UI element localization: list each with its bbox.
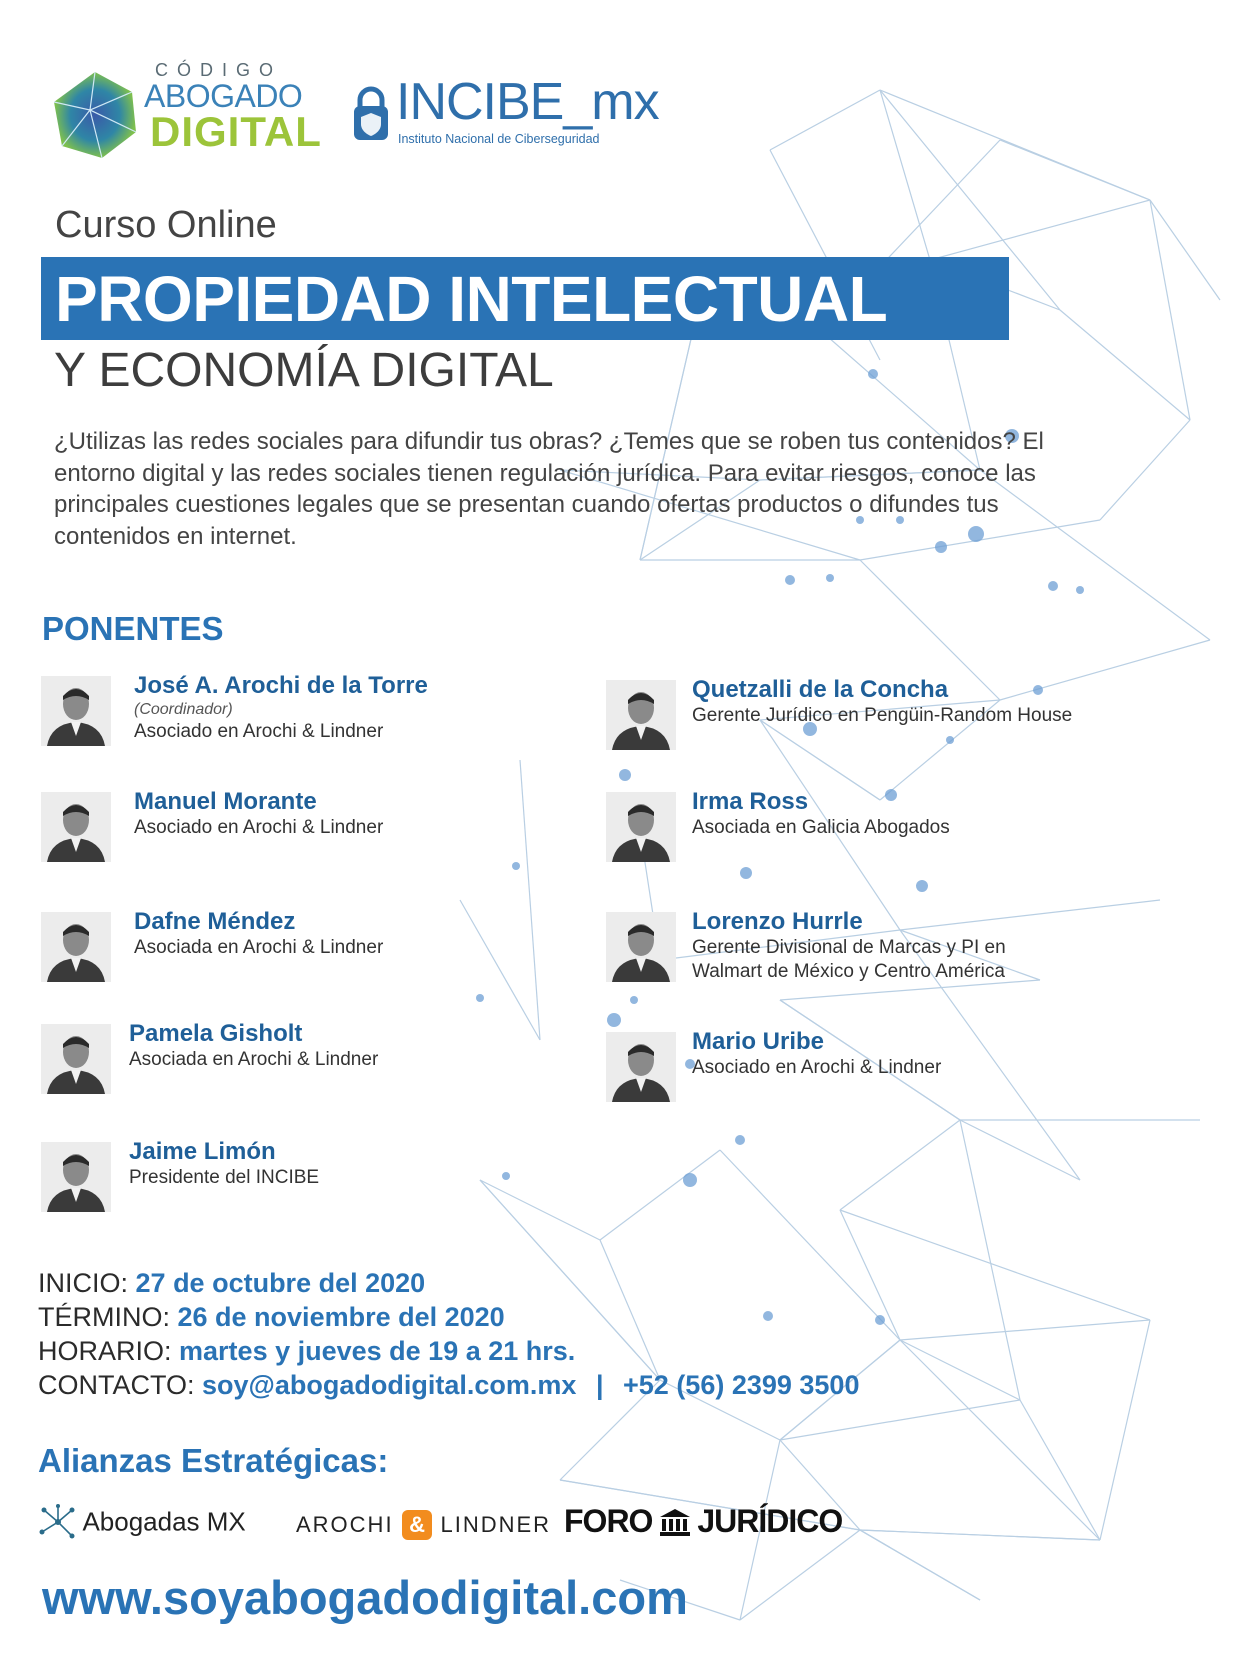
network-line: [460, 900, 540, 1040]
network-line: [900, 1340, 1100, 1540]
speaker-note: (Coordinador): [134, 701, 233, 718]
page-title: PROPIEDAD INTELECTUAL: [55, 263, 888, 335]
logo-abogado: ABOGADO: [144, 78, 303, 114]
network-dot: [785, 575, 795, 585]
speaker-name: Irma Ross: [692, 788, 809, 815]
portrait-photo: [606, 912, 676, 982]
network-dot: [875, 1315, 885, 1325]
portrait-photo: [606, 792, 676, 862]
columns-building-icon: [659, 1507, 691, 1537]
speaker-role: Asociada en Arochi & Lindner: [134, 937, 384, 958]
speaker-role: Gerente Jurídico en Pengüin-Random House: [692, 705, 1073, 726]
speaker-role: Presidente del INCIBE: [129, 1167, 320, 1188]
speaker-photo: [606, 680, 676, 750]
partner1-name: Abogadas MX: [82, 1506, 246, 1537]
network-line: [860, 1530, 1100, 1540]
network-line: [480, 1180, 600, 1240]
contact-label: CONTACTO:: [38, 1370, 195, 1400]
speaker-name: Mario Uribe: [692, 1028, 825, 1055]
alliances-heading: Alianzas Estratégicas:: [38, 1442, 389, 1479]
network-line: [720, 1150, 900, 1340]
speaker-photo: [606, 792, 676, 862]
network-line: [880, 90, 930, 260]
network-dot: [476, 994, 484, 1002]
portrait-photo: [41, 676, 111, 746]
speaker-name: Dafne Méndez: [134, 908, 296, 935]
speaker-text: [134, 908, 383, 960]
partner2-arochi: AROCHI: [296, 1512, 394, 1537]
network-dot: [946, 736, 954, 744]
speakers-heading: PONENTES: [42, 610, 224, 647]
start-date-line: [38, 1266, 425, 1300]
portrait-photo: [41, 1142, 111, 1212]
network-line: [520, 760, 540, 1040]
partner2-lindner: LINDNER: [440, 1512, 552, 1537]
contact-separator: |: [595, 1370, 604, 1400]
network-dot: [826, 574, 834, 582]
network-line: [840, 1210, 900, 1340]
partner3-juridico: JURÍDICO: [697, 1503, 843, 1539]
network-dot: [763, 1311, 773, 1321]
speaker-photo: [41, 1024, 111, 1094]
speaker-photo: [606, 1032, 676, 1102]
portrait-photo: [41, 1024, 111, 1094]
network-dot: [502, 1172, 510, 1180]
speaker-photo: [606, 912, 676, 982]
speaker-role: Asociada en Arochi & Lindner: [129, 1049, 379, 1070]
network-dot: [735, 1135, 745, 1145]
network-line: [840, 1210, 1150, 1320]
speaker-text: [692, 908, 1006, 984]
network-line: [600, 1150, 720, 1240]
speaker-text: [692, 676, 1072, 728]
speaker-text: [692, 788, 950, 840]
incibe-wordmark: INCIBE_mx: [396, 73, 659, 131]
schedule: martes y jueves de 19 a 21 hrs.: [179, 1336, 576, 1366]
speaker-name: Manuel Morante: [134, 788, 317, 815]
network-dot: [916, 880, 928, 892]
website-link[interactable]: www.soyabogadodigital.com: [42, 1571, 688, 1624]
codigo-abogado-digital-logo: [50, 62, 320, 162]
speaker-text: [129, 1138, 319, 1190]
network-line: [780, 1400, 1020, 1440]
start-date: 27 de octubre del 2020: [135, 1268, 426, 1298]
speaker-name: Quetzalli de la Concha: [692, 676, 949, 703]
speaker-text: [134, 788, 383, 840]
polyhedron-icon: [50, 70, 140, 160]
network-dot: [619, 769, 631, 781]
network-line: [840, 1120, 960, 1210]
network-line: [1100, 1320, 1150, 1540]
network-line: [740, 1530, 860, 1620]
partner-foro-juridico: [564, 1503, 842, 1543]
network-line: [1150, 200, 1190, 420]
schedule-line: [38, 1334, 575, 1368]
logo-codigo: CÓDIGO: [155, 60, 283, 80]
network-dot: [607, 1013, 621, 1027]
network-line: [960, 1120, 1080, 1180]
network-dot: [740, 867, 752, 879]
portrait-photo: [606, 1032, 676, 1102]
end-label: TÉRMINO:: [38, 1302, 170, 1332]
speaker-role-line2: Walmart de México y Centro América: [692, 961, 1005, 982]
network-line: [1000, 140, 1150, 200]
logo-digital: DIGITAL: [150, 108, 322, 155]
ampersand-mark: &: [402, 1510, 432, 1540]
network-line: [770, 90, 880, 150]
contact-email[interactable]: soy@abogadodigital.com.mx: [202, 1370, 577, 1400]
speaker-photo: [41, 912, 111, 982]
end-date: 26 de noviembre del 2020: [177, 1302, 505, 1332]
title-band: [41, 257, 1009, 340]
portrait-photo: [41, 912, 111, 982]
incibe-logo: [352, 73, 659, 160]
network-line: [900, 1340, 1020, 1400]
lock-shield-icon: [352, 86, 390, 142]
speaker-role: Gerente Divisional de Marcas y PI en: [692, 937, 1006, 958]
portrait-photo: [41, 792, 111, 862]
network-line: [600, 1240, 660, 1380]
speaker-text: [134, 672, 428, 744]
network-line: [900, 1320, 1150, 1340]
speaker-name: José A. Arochi de la Torre: [134, 672, 428, 699]
network-node-icon: [38, 1502, 78, 1542]
network-dot: [1076, 586, 1084, 594]
speaker-name: Lorenzo Hurrle: [692, 908, 863, 935]
speaker-photo: [41, 1142, 111, 1212]
network-dot: [512, 862, 520, 870]
speaker-role: Asociada en Galicia Abogados: [692, 817, 950, 838]
network-dot: [683, 1173, 697, 1187]
partner-abogadas-mx: [38, 1502, 246, 1542]
speaker-name: Pamela Gisholt: [129, 1020, 303, 1047]
speaker-name: Jaime Limón: [129, 1138, 276, 1165]
page-subtitle: Y ECONOMÍA DIGITAL: [54, 344, 554, 397]
speaker-photo: [41, 676, 111, 746]
intro-paragraph: ¿Utilizas las redes sociales para difundir tus obras? ¿Temes que se roben tus contenidos? El entorno digital y las redes sociales tienen regulación jurídica. Para evitar riesgos, conoce las principales cuestiones legales que se presentan cuando ofertas productos o difundes tus contenidos en internet.: [54, 428, 1044, 550]
speaker-role: Asociado en Arochi & Lindner: [692, 1057, 942, 1078]
partner3-foro: FORO: [564, 1503, 653, 1539]
network-line: [1100, 420, 1190, 520]
network-line: [860, 1530, 980, 1600]
contact-phone[interactable]: +52 (56) 2399 3500: [623, 1370, 860, 1400]
schedule-label: HORARIO:: [38, 1336, 172, 1366]
start-label: INICIO:: [38, 1268, 129, 1298]
network-dot: [868, 369, 878, 379]
network-line: [1150, 200, 1220, 300]
speaker-photo: [41, 792, 111, 862]
course-kicker: Curso Online: [55, 204, 277, 246]
speaker-role: Asociado en Arochi & Lindner: [134, 817, 384, 838]
network-line: [1020, 1400, 1100, 1540]
partner-arochi-lindner: [296, 1510, 551, 1546]
network-dot: [1048, 581, 1058, 591]
network-line: [930, 200, 1150, 260]
contact-line: [38, 1368, 859, 1402]
speaker-role: Asociado en Arochi & Lindner: [134, 721, 384, 742]
speaker-text: [129, 1020, 378, 1072]
incibe-subtitle: Instituto Nacional de Ciberseguridad: [398, 132, 600, 146]
network-line: [960, 1120, 1020, 1400]
network-dot: [630, 996, 638, 1004]
speaker-text: [692, 1028, 941, 1080]
network-line: [1060, 310, 1190, 420]
end-date-line: [38, 1300, 505, 1334]
portrait-photo: [606, 680, 676, 750]
